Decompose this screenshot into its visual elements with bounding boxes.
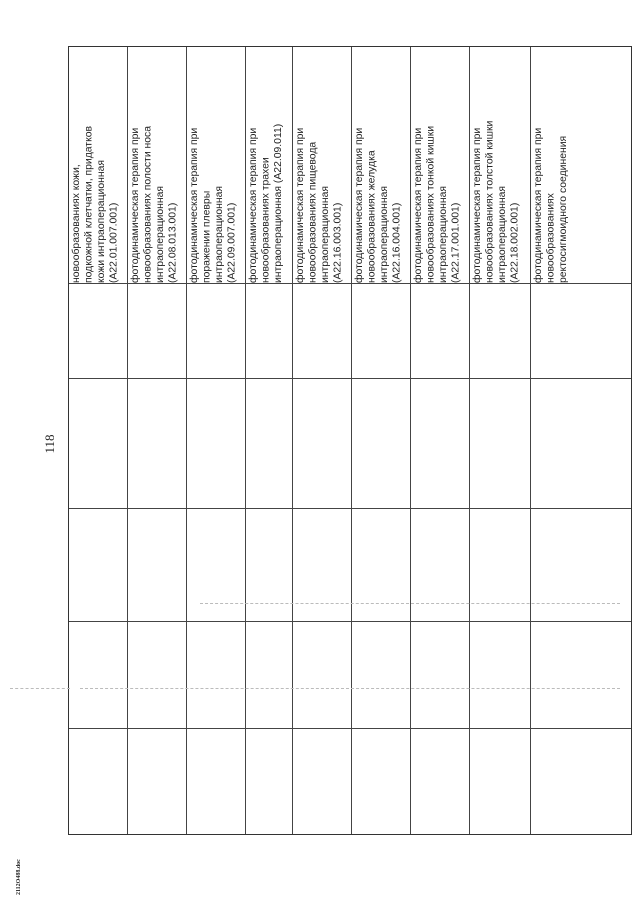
- table-cell: фотодинамическая терапия при новообразованиях толстой кишки интраоперационная (A22.18.002.001): [472, 120, 521, 283]
- scan-artifact: [10, 688, 70, 689]
- table-cell: фотодинамическая терапия при новообразованиях желудка интраоперационная (A22.16.004.001): [354, 127, 403, 283]
- table-cell: фотодинамическая терапия при новообразованиях ректосигмоидного соединения: [533, 127, 569, 283]
- table-cell: фотодинамическая терапия при поражении плевры интраоперационная (A22.09.007.001): [189, 127, 238, 283]
- file-name: 2112О488.doc: [16, 859, 22, 895]
- column-separator: [69, 728, 631, 729]
- column-separator: [69, 508, 631, 509]
- row-separator: [292, 47, 293, 834]
- table-cell: фотодинамическая терапия при новообразованиях пищевода интраоперационная (A22.16.003.001): [295, 127, 344, 283]
- scan-artifact: [200, 603, 620, 604]
- table-cell: фотодинамическая терапия при новообразованиях трахеи интраоперационная (A22.09.011): [248, 123, 284, 283]
- procedure-table: [68, 46, 632, 835]
- table-cell: фотодинамическая терапия при новообразованиях полости носа интраоперационная (A22.08.013.001): [130, 125, 179, 283]
- column-separator: [69, 378, 631, 379]
- row-separator: [186, 47, 187, 834]
- table-cell: фотодинамическая терапия при новообразованиях тонкой кишки интраоперационная (A22.17.001.001): [413, 125, 462, 283]
- column-separator: [69, 621, 631, 622]
- row-separator: [469, 47, 470, 834]
- row-separator: [351, 47, 352, 834]
- row-separator: [530, 47, 531, 834]
- page-number: 118: [42, 434, 57, 454]
- table-cell: новообразованиях кожи, подкожной клетчатки, придатков кожи интраоперационная (A22.01.007.001): [71, 125, 120, 283]
- scan-artifact: [80, 688, 620, 689]
- row-separator: [410, 47, 411, 834]
- row-separator: [127, 47, 128, 834]
- row-separator: [245, 47, 246, 834]
- column-separator: [69, 283, 631, 284]
